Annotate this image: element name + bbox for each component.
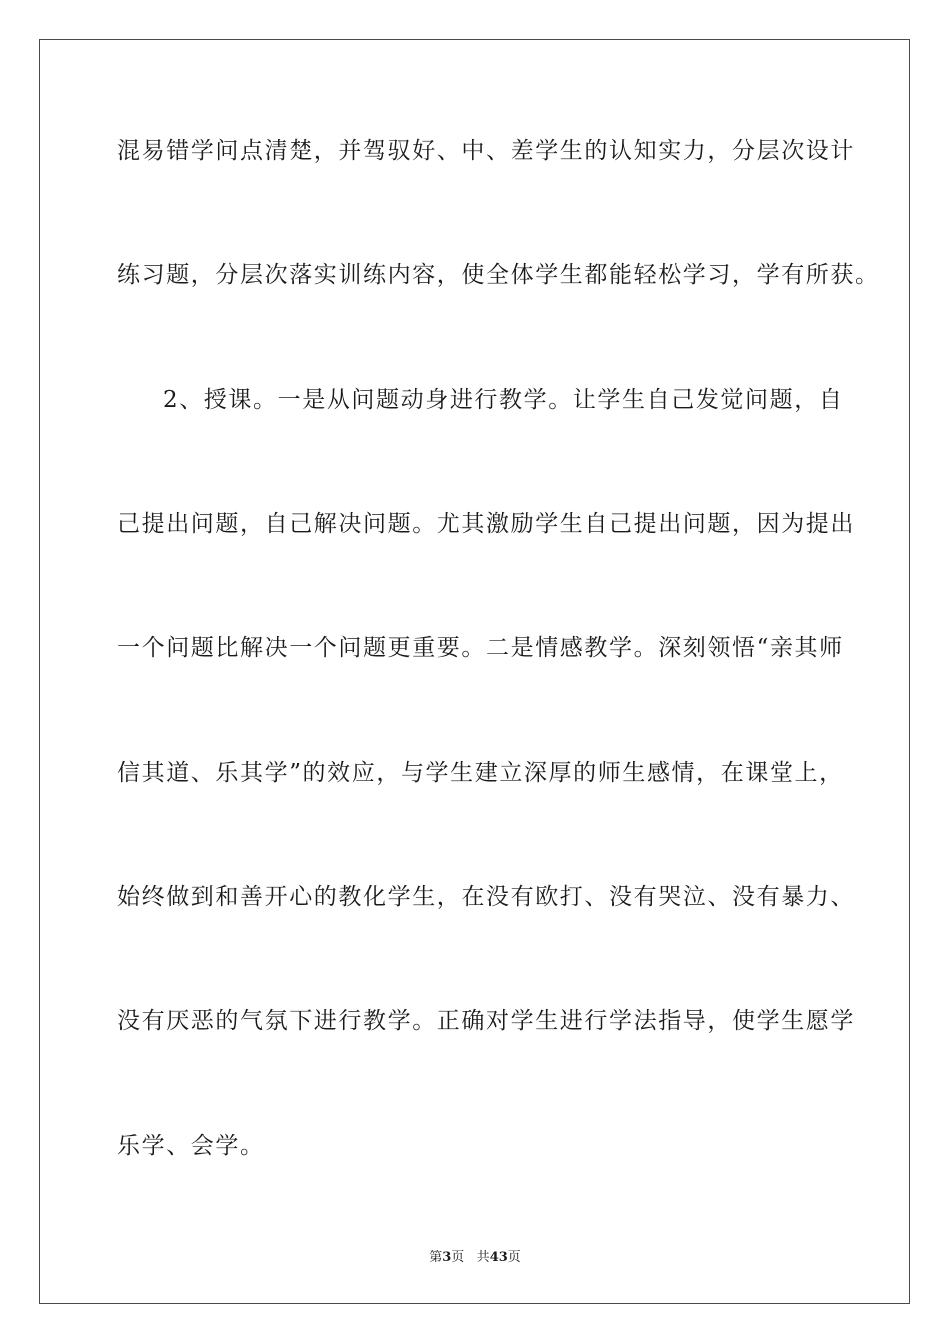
total-suffix: 页 <box>507 1250 521 1265</box>
total-prefix: 共 <box>476 1250 490 1265</box>
page-number: 3 <box>442 1250 452 1265</box>
text-line-3: 2、授课。一是从问题动身进行教学。让学生自己发觉问题，自 <box>163 387 844 413</box>
text-line-7: 始终做到和善开心的教化学生，在没有欧打、没有哭泣、没有暴力、 <box>117 884 855 910</box>
page-footer <box>0 1246 950 1265</box>
text-line-8: 没有厌恶的气氛下进行教学。正确对学生进行学法指导，使学生愿学 <box>117 1008 855 1034</box>
text-line-9: 乐学、会学。 <box>117 1133 265 1159</box>
page-suffix: 页 <box>451 1250 465 1265</box>
text-line-4: 己提出问题，自己解决问题。尤其激励学生自己提出问题，因为提出 <box>117 511 855 537</box>
text-line-6: 信其道、乐其学”的效应，与学生建立深厚的师生感情，在课堂上， <box>117 760 844 786</box>
total-pages: 43 <box>489 1250 508 1265</box>
text-line-5: 一个问题比解决一个问题更重要。二是情感教学。深刻领悟“亲其师 <box>117 635 844 661</box>
text-line-2: 练习题，分层次落实训练内容，使全体学生都能轻松学习，学有所获。 <box>117 262 880 288</box>
text-line-1: 混易错学问点清楚，并驾驭好、中、差学生的认知实力，分层次设计 <box>117 138 855 164</box>
page-border <box>39 39 910 1304</box>
page-prefix: 第 <box>429 1250 443 1265</box>
